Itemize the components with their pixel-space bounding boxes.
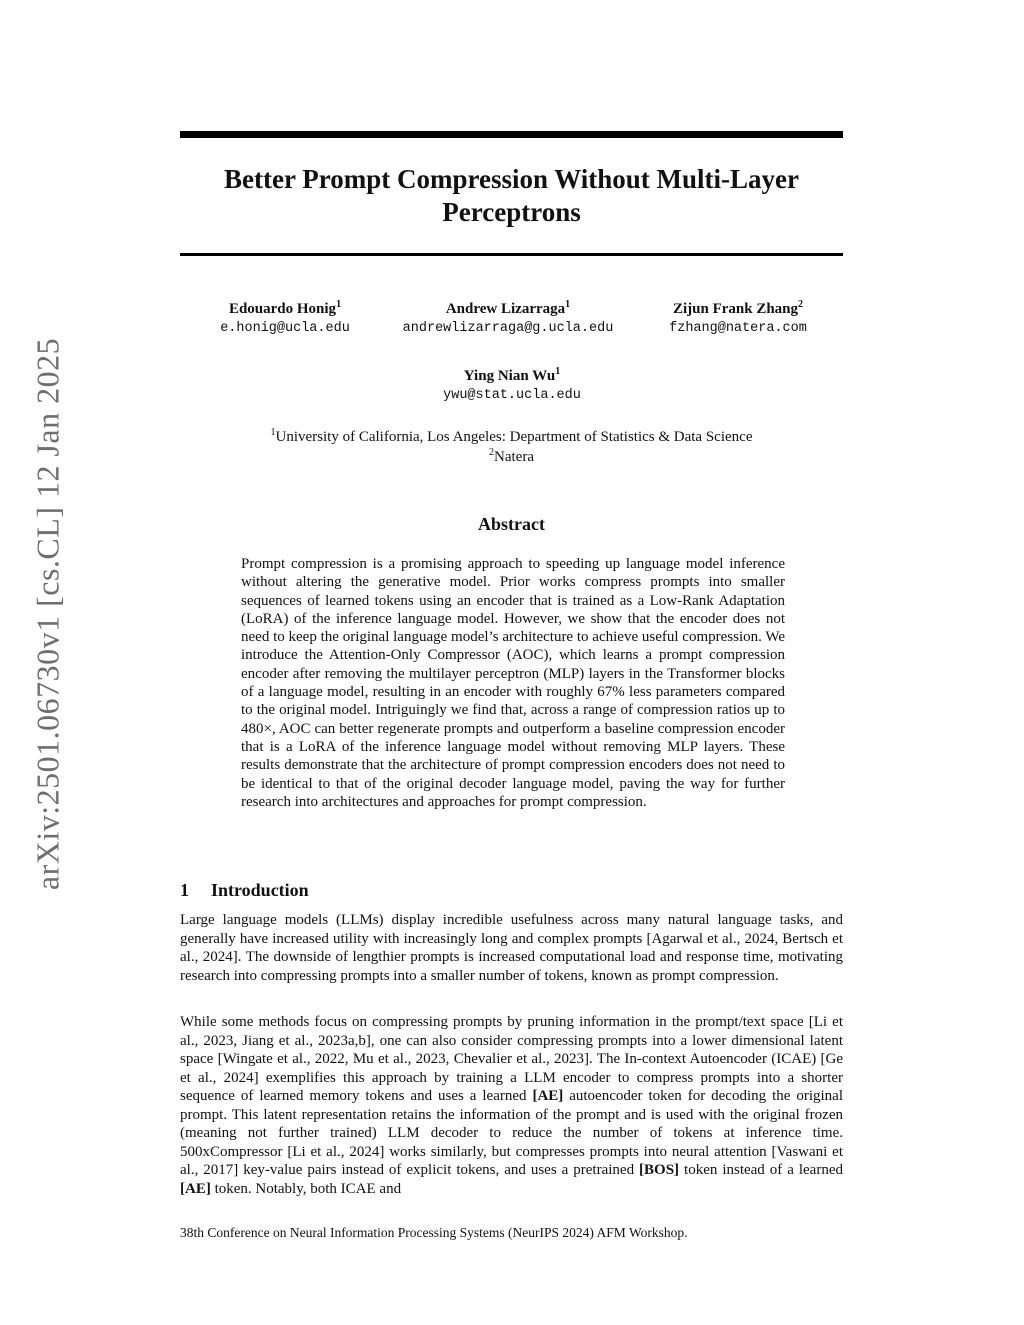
author-name: Ying Nian Wu$^1$ xyxy=(463,366,561,384)
token-bos: [BOS] xyxy=(639,1162,680,1178)
intro-paragraph-2: While some methods focus on compressing prompts by pruning information in the prompt/text space [Li et al., 2023, Jiang et al., 2023a,b], one can also consider compressing prompts into a lower dimensional latent space [Wingate et al., 2022, Mu et al., 2023, Chevalier et al., 2023]. The In-context Autoencoder (ICAE) [Ge et al., 2024] exemplifies this approach by training a LLM encoder to compress prompts into a shorter sequence of learned memory tokens and uses a learned [AE] autoencoder token for decoding the original prompt. This latent representation retains the information of the prompt and is used with the original frozen (meaning not further trained) LLM decoder to reduce the number of tokens at inference time. 500xCompressor [Li et al., 2024] works similarly, but compresses prompts into neural attention [Vaswani et al., 2017] key-value pairs instead of explicit tokens, and uses a pretrained [BOS] token instead of a learned [AE] token. Notably, both ICAE and xyxy=(180,1014,843,1197)
section-heading xyxy=(180,879,309,901)
author-name: Edouardo Honig$^1$ xyxy=(228,299,342,317)
author-block xyxy=(185,299,385,338)
author-email[interactable]: fzhang@natera.com xyxy=(669,321,807,336)
paper-title: Better Prompt Compression Without Multi-Layer Perceptrons xyxy=(224,164,799,227)
affiliation-line: $^1$University of California, Los Angeles: Department of Statistics & Data Science xyxy=(270,427,753,445)
author-affiliation-mark: 1 xyxy=(336,299,342,310)
author-block xyxy=(412,366,612,405)
author-email[interactable]: ywu@stat.ucla.edu xyxy=(443,388,581,403)
title-rule-bottom xyxy=(180,253,843,256)
section-number: 1 xyxy=(180,880,189,900)
author-affiliation-mark: 1 xyxy=(565,299,571,310)
token-ae: [AE] xyxy=(180,1180,211,1197)
author-email[interactable]: e.honig@ucla.edu xyxy=(220,321,350,336)
title-rule-top xyxy=(180,131,843,138)
author-affiliation-mark: 1 xyxy=(555,366,561,377)
author-block xyxy=(383,299,633,338)
abstract-text: Prompt compression is a promising approach to speeding up language model inference without altering the generative model. Prior works compress prompts into smaller sequences of learned tokens using an encoder that is trained as a Low-Rank Adaptation (LoRA) of the inference language model. However, we show that the encoder does not need to keep the original language model’s architecture to achieve useful compression. We introduce the Attention-Only Compressor (AOC), which learns a prompt compression encoder after removing the multilayer perceptron (MLP) layers in the Transformer blocks of a language model, resulting in an encoder with roughly 67% less parameters compared to the original model. Intriguingly we find that, across a range of compression ratios up to 480×, AOC can better regenerate prompts and outperform a baseline compression encoder that is a LoRA of the inference language model without removing MLP layers. These results demonstrate that the architecture of prompt compression encoders does not need to be identical to that of the original decoder language model, paving the way for further research into architectures and approaches for prompt compression. xyxy=(241,556,785,810)
author-email[interactable]: andrewlizarraga@g.ucla.edu xyxy=(402,321,614,336)
affiliation-mark: 2 xyxy=(489,447,495,458)
abstract-heading: Abstract xyxy=(478,514,545,534)
arxiv-identifier-stamp: arXiv:2501.06730v1 [cs.CL] 12 Jan 2025 xyxy=(29,337,66,891)
author-affiliation-mark: 2 xyxy=(798,299,804,310)
intro-paragraph-1: Large language models (LLMs) display incredible usefulness across many natural language tasks, and generally have increased utility with increasingly long and complex prompts [Agarwal et al., 2024, Bertsch et al., 2024]. The downside of lengthier prompts is increased computational load and response time, motivating research into compressing prompts into a smaller number of tokens, known as prompt compression. xyxy=(180,912,843,984)
affiliation-mark: 1 xyxy=(270,427,276,438)
author-name: Andrew Lizarraga$^1$ xyxy=(445,299,571,317)
token-ae: [AE] xyxy=(532,1088,564,1104)
affiliation-line: $^2$Natera xyxy=(489,447,534,465)
section-title: Introduction xyxy=(211,880,309,900)
author-block xyxy=(643,299,833,338)
conference-footnote: 38th Conference on Neural Information Processing Systems (NeurIPS 2024) AFM Workshop. xyxy=(180,1225,688,1240)
author-name: Zijun Frank Zhang$^2$ xyxy=(672,299,804,317)
